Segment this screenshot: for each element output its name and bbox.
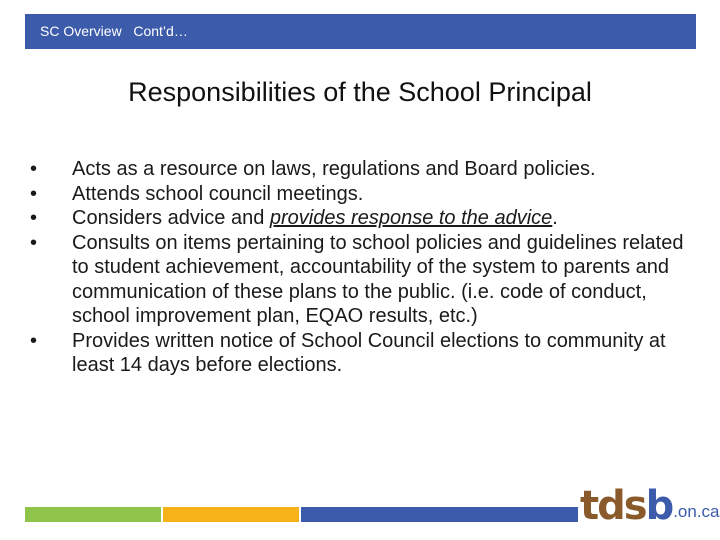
header-bar <box>25 14 696 49</box>
bullet-text-emphasis: provides response to the advice <box>269 207 553 229</box>
header-text: SC Overview Cont’d… <box>40 23 188 39</box>
footer-bar-yellow <box>163 507 299 522</box>
bullet-icon: • <box>30 207 38 229</box>
footer-bar-green <box>25 507 161 522</box>
bullet-text: Acts as a resource on laws, regulations and Board policies. <box>72 158 596 180</box>
bullet-text-pre: Considers advice and <box>72 207 270 229</box>
bullet-item <box>30 231 690 329</box>
bullet-item <box>30 182 690 207</box>
bullet-text: Consults on items pertaining to school policies and guidelines related to student achievement, accountability of the system to parents and communication of these plans to the public. (i.e. code of conduct, school improvement plan, EQAO results, etc.) <box>72 231 684 327</box>
bullet-icon: • <box>30 231 38 254</box>
bullet-text: Attends school council meetings. <box>72 182 364 205</box>
logo-wordmark <box>580 483 673 529</box>
bullet-text: Provides written notice of School Council elections to community at least 14 days before elections. <box>72 329 666 376</box>
bullet-list <box>30 157 690 378</box>
logo-suffix: .on.ca <box>673 502 720 521</box>
footer-bar-blue <box>301 507 578 522</box>
bullet-icon: • <box>30 182 38 205</box>
bullet-item <box>30 329 690 378</box>
bullet-item <box>30 157 690 182</box>
logo-part2: b <box>645 483 673 529</box>
bullet-icon: • <box>30 329 38 352</box>
bullet-icon: • <box>30 158 38 180</box>
bullet-text-post: . <box>552 207 558 229</box>
bullet-item <box>30 206 690 231</box>
slide-title: Responsibilities of the School Principal <box>128 77 592 107</box>
tdsb-logo <box>580 482 720 529</box>
logo-part1: tds <box>580 483 646 529</box>
